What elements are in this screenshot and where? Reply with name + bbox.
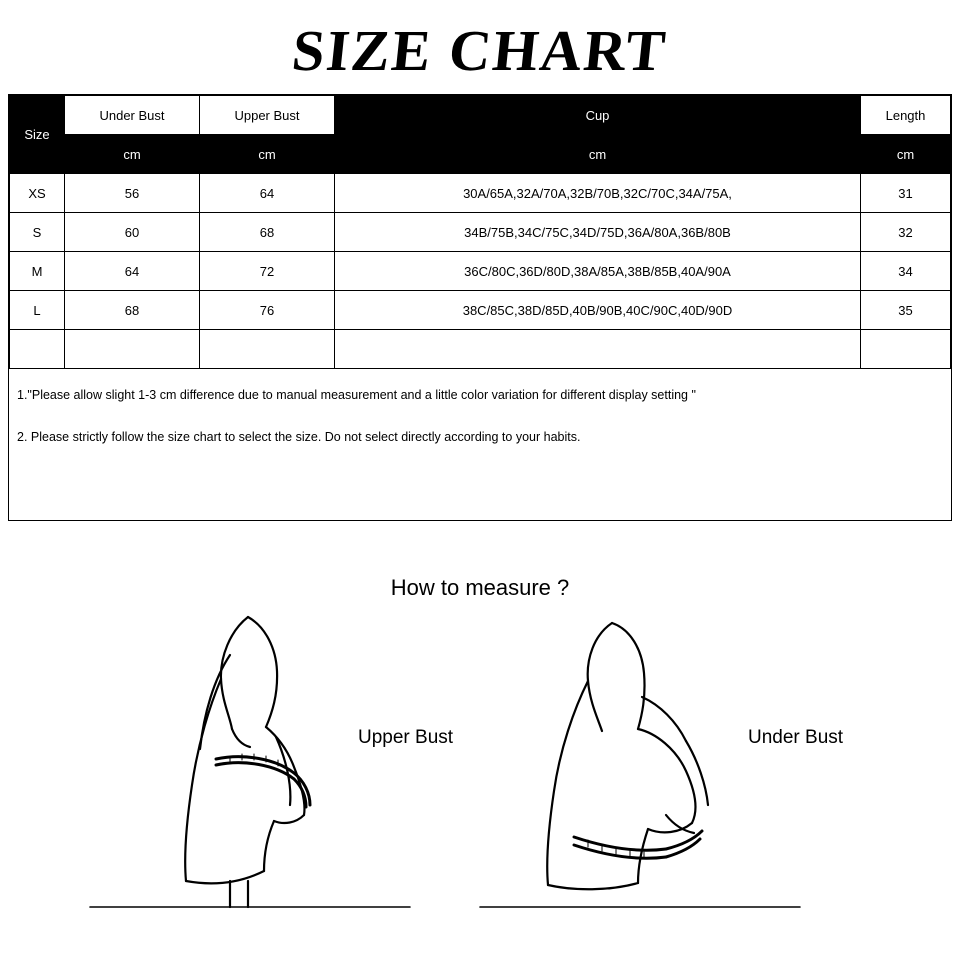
cell-upper-bust: 76	[200, 291, 335, 330]
cell-upper-bust: 72	[200, 252, 335, 291]
table-row	[10, 252, 951, 291]
cell-under-bust: 60	[65, 213, 200, 252]
size-chart-table	[9, 95, 951, 369]
table-row-empty	[10, 330, 951, 369]
cell-cup: 36C/80C,36D/80D,38A/85A,38B/85B,40A/90A	[335, 252, 861, 291]
unit-cell-cup: cm	[335, 135, 861, 174]
unit-cell-length: cm	[861, 135, 951, 174]
cell-upper-bust: 68	[200, 213, 335, 252]
cell-upper-bust: 64	[200, 174, 335, 213]
header-cell-cup: Cup	[335, 96, 861, 135]
table-row	[10, 213, 951, 252]
how-to-measure-heading: How to measure ?	[390, 575, 570, 600]
table-row	[10, 291, 951, 330]
cell-cup: 34B/75B,34C/75C,34D/75D,36A/80A,36B/80B	[335, 213, 861, 252]
cell-size: XS	[10, 174, 65, 213]
cell-length: 35	[861, 291, 951, 330]
cell-under-bust: 64	[65, 252, 200, 291]
table-header-row-1	[10, 96, 951, 135]
note-line-1: 1."Please allow slight 1-3 cm difference due to manual measurement and a little color variation for different display setting "	[17, 388, 696, 402]
table-header-row-2	[10, 135, 951, 174]
cell-size: S	[10, 213, 65, 252]
cell-size: M	[10, 252, 65, 291]
measurement-figures	[0, 609, 960, 929]
cell-empty	[200, 330, 335, 369]
cell-length: 32	[861, 213, 951, 252]
cell-cup: 38C/85C,38D/85D,40B/90B,40C/90C,40D/90D	[335, 291, 861, 330]
upper-bust-figure-icon	[80, 609, 420, 909]
cell-length: 34	[861, 252, 951, 291]
cell-size: L	[10, 291, 65, 330]
cell-under-bust: 56	[65, 174, 200, 213]
table-row	[10, 174, 951, 213]
cell-empty	[861, 330, 951, 369]
page-title: SIZE CHART	[289, 18, 671, 83]
header-cell-under-bust: Under Bust	[65, 96, 200, 135]
unit-cell-under-bust: cm	[65, 135, 200, 174]
cell-under-bust: 68	[65, 291, 200, 330]
header-cell-upper-bust: Upper Bust	[200, 96, 335, 135]
label-upper-bust: Upper Bust	[358, 727, 454, 748]
under-bust-figure-icon	[470, 609, 810, 909]
size-chart-table-container	[8, 94, 952, 369]
cell-empty	[335, 330, 861, 369]
cell-cup: 30A/65A,32A/70A,32B/70B,32C/70C,34A/75A,	[335, 174, 861, 213]
cell-empty	[65, 330, 200, 369]
unit-cell-upper-bust: cm	[200, 135, 335, 174]
notes-block	[8, 369, 952, 521]
note-line-2: 2. Please strictly follow the size chart to select the size. Do not select directly according to your habits.	[17, 429, 581, 444]
header-cell-size: Size	[10, 96, 65, 174]
cell-length: 31	[861, 174, 951, 213]
header-cell-length: Length	[861, 96, 951, 135]
label-under-bust: Under Bust	[748, 727, 844, 748]
cell-empty	[10, 330, 65, 369]
